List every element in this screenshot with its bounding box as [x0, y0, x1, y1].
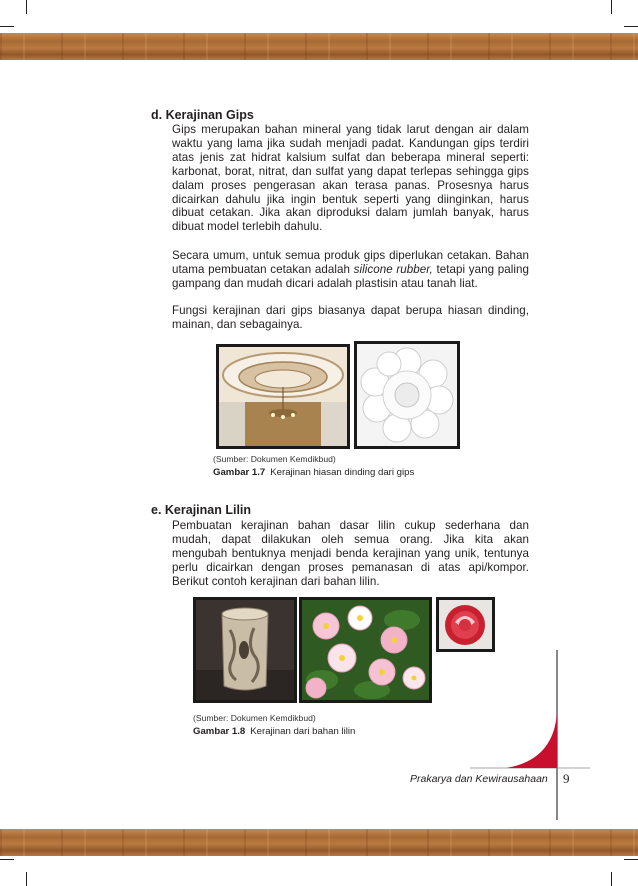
crop-mark	[624, 26, 638, 27]
paragraph-gips-3: Fungsi kerajinan dari gips biasanya dapat berupa hiasan dinding, mainan, dan sebagainya.	[172, 304, 529, 331]
figure-caption-text: Kerajinan hiasan dinding dari gips	[270, 467, 415, 478]
figure-label: Gambar 1.8	[193, 726, 246, 737]
photo-wax-flowers	[299, 597, 432, 703]
page-number: 9	[563, 771, 570, 786]
crop-mark	[0, 26, 14, 27]
figure-caption-text: Kerajinan dari bahan lilin	[250, 726, 356, 737]
photo-gypsum-rosette	[354, 341, 460, 449]
figure-label: Gambar 1.7	[213, 467, 266, 478]
photo-wax-rose	[436, 597, 495, 652]
paragraph-lilin-1: Pembuatan kerajinan bahan dasar lilin cukup sederhana dan mudah, dapat dilakukan oleh semua orang. Jika kita akan mengubah bentuknya menjadi benda kerajinan yang unik, tentunya perlu dicairkan dengan proses pemanasan di atas api/kompor. Berikut contoh kerajinan dari bahan lilin.	[172, 519, 529, 588]
crop-mark	[26, 872, 27, 886]
crop-mark	[611, 872, 612, 886]
paragraph-gips-2-text-a: Secara umum, untuk semua produk gips diperlukan cetakan. Bahan utama pembuatan cetakan adalah	[172, 249, 529, 276]
crop-mark	[26, 0, 27, 14]
figure-source: (Sumber: Dokumen Kemdikbud)	[193, 713, 316, 723]
crop-mark	[0, 859, 14, 860]
book-title: Prakarya dan Kewirausahaan	[410, 773, 548, 785]
corner-ornament	[470, 650, 590, 820]
paragraph-gips-1: Gips merupakan bahan mineral yang tidak larut dengan air dalam waktu yang lama jika sudah menjadi padat. Kandungan gips terdiri atas jenis zat hidrat kalsium sulfat dan beberapa mineral seperti: karbonat, borat, nitrat, dan sulfat yang dapat terlepas sehingga gips dalam proses pengerasan akan terasa panas. Prosesnya harus dicairkan dahulu jika ingin bentuk seperti yang diinginkan, harus dibuat cetakan. Jika akan diproduksi dalam jumlah banyak, harus dibuat model terlebih dahulu.	[172, 123, 529, 234]
crop-mark	[611, 0, 612, 14]
photo-gypsum-ceiling	[216, 344, 350, 449]
paragraph-gips-2-italic: silicone rubber,	[353, 262, 433, 276]
figure-caption	[213, 467, 414, 478]
top-wood-band	[0, 33, 638, 60]
paragraph-gips-2	[172, 249, 529, 291]
figure-caption	[193, 726, 355, 737]
section-heading-gips: d. Kerajinan Gips	[151, 108, 254, 122]
paragraph-gips-2-text-b: tetapi yang paling gampang dan mudah dicari adalah plastisin atau tanah liat.	[172, 262, 530, 290]
section-heading-lilin: e. Kerajinan Lilin	[151, 503, 252, 517]
photo-carved-candle	[193, 597, 297, 703]
crop-mark	[624, 859, 638, 860]
figure-source: (Sumber: Dokumen Kemdikbud)	[213, 454, 336, 464]
bottom-wood-band	[0, 829, 638, 856]
